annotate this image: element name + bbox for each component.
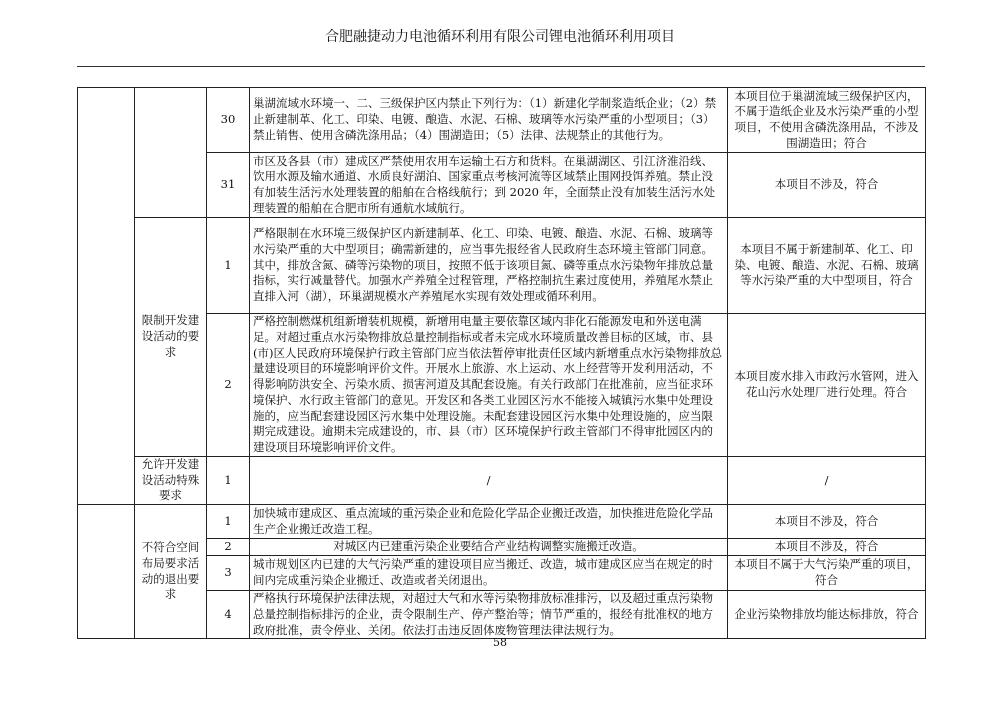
row-number: 2	[207, 539, 250, 556]
row-number: 30	[207, 88, 250, 153]
requirement-text: 严格控制燃煤机组新增装机规模，新增用电量主要依靠区域内非化石能源发电和外送电满足。对超过重点水污染物排放总量控制指标或者未完成水环境质量改善目标的区域，市、县(市)区人民政府环境保护行政主管部门应当依法暂停审批责任区域内新增重点水污染物排放总量建设项目的环境影响评价文件。开展水上旅游、水上运动、水上经营等开发利用活动，不得影响防洪安全、污染水质、损害河道及其配套设施。有关行政部门在批准前，应当征求环境保护、水行政主管部门的意见。开发区和各类工业园区污水不能接入城镇污水集中处理设施的，应当配套建设园区污水集中处理设施。未配套建设园区污水集中处理设施的，应当限期完成建设。逾期未完成建设的，市、县（市）区环境保护行政主管部门不得审批园区内的建设项目环境影响评价文件。	[250, 314, 728, 457]
requirement-text: 市区及各县（市）建成区严禁使用农用车运输土石方和货料。在巢湖湖区、引江济淮沿线、饮用水源及输水通道、水质良好湖泊、国家重点考核河流等区域禁止围网投饵养殖。禁止没有加装生活污水处理装置的船舶在合格线航行；到 2020 年，全面禁止没有加装生活污水处理装置的船舶在合肥市所有通航水域航行。	[250, 153, 728, 218]
row-number: 2	[207, 314, 250, 457]
requirement-text: 加快城市建成区、重点流域的重污染企业和危险化学品企业搬迁改造，加快推进危险化学品生产企业搬迁改造工程。	[250, 505, 728, 539]
category-cell: 不符合空间布局要求活动的退出要求	[135, 505, 207, 639]
header-divider	[77, 66, 925, 67]
requirement-text: 巢湖流域水环境一、二、三级保护区内禁止下列行为：（1）新建化学制浆造纸企业；（2）禁止新建制革、化工、印染、电镀、酿造、水泥、石棉、玻璃等水污染严重的小型项目；（3）禁止销售、使用含磷洗涤用品；（4）围湖造田；（5）法律、法规禁止的其他行为。	[250, 88, 728, 153]
row-number: 1	[207, 218, 250, 314]
outer-category-cell	[78, 505, 135, 639]
regulation-table	[77, 87, 926, 639]
requirement-text: 严格限制在水环境三级保护区内新建制革、化工、印染、电镀、酿造、水泥、石棉、玻璃等水污染严重的大中型项目；确需新建的，应当事先报经省人民政府生态环境主管部门同意。其中，排放含氮、磷等污染物的项目，按照不低于该项目氮、磷等重点水污染物年排放总量指标，实行减量替代。加强水产养殖全过程管理，严格控制抗生素过度使用，养殖尾水禁止直排入河（湖），环巢湖规模水产养殖尾水实现有效处理或循环利用。	[250, 218, 728, 314]
conformity-text: 本项目不涉及，符合	[728, 153, 926, 218]
page-header-title: 合肥融捷动力电池循环利用有限公司锂电池循环利用项目	[325, 29, 675, 45]
table-row	[78, 505, 926, 539]
conformity-text: 本项目废水排入市政污水管网，进入花山污水处理厂进行处理。符合	[728, 314, 926, 457]
requirement-text: 城市规划区内已建的大气污染严重的建设项目应当搬迁、改造，城市建成区应当在规定的时间内完成重污染企业搬迁、改造或者关闭退出。	[250, 556, 728, 591]
table-row	[78, 88, 926, 153]
row-number: 3	[207, 556, 250, 591]
conformity-text: 本项目不属于新建制革、化工、印染、电镀、酿造、水泥、石棉、玻璃等水污染严重的大中型项目，符合	[728, 218, 926, 314]
conformity-text: 本项目不涉及，符合	[728, 505, 926, 539]
category-cell	[135, 88, 207, 218]
requirement-text: 严格执行环境保护法律法规，对超过大气和水等污染物排放标准排污，以及超过重点污染物总量控制指标排污的企业，责令限制生产、停产整治等；情节严重的，报经有批准权的地方政府批准，责令停业、关闭。依法打击违反固体废物管理法律法规行为。	[250, 591, 728, 639]
requirement-text: /	[250, 457, 728, 505]
conformity-text: /	[728, 457, 926, 505]
page-number: 58	[493, 636, 507, 649]
row-number: 4	[207, 591, 250, 639]
table-row	[78, 457, 926, 505]
conformity-text: 本项目不属于大气污染严重的项目，符合	[728, 556, 926, 591]
conformity-text: 企业污染物排放均能达标排放，符合	[728, 591, 926, 639]
outer-category-cell	[78, 88, 135, 505]
conformity-text: 本项目位于巢湖流域三级保护区内，不属于造纸企业及水污染严重的小型项目，不使用含磷洗涤用品，不涉及围湖造田；符合	[728, 88, 926, 153]
conformity-text: 本项目不涉及，符合	[728, 539, 926, 556]
table-row	[78, 218, 926, 314]
row-number: 1	[207, 505, 250, 539]
category-cell: 允许开发建设活动特殊要求	[135, 457, 207, 505]
row-number: 31	[207, 153, 250, 218]
category-cell: 限制开发建设活动的要求	[135, 218, 207, 457]
requirement-text: 对城区内已建重污染企业要结合产业结构调整实施搬迁改造。	[250, 539, 728, 556]
row-number: 1	[207, 457, 250, 505]
